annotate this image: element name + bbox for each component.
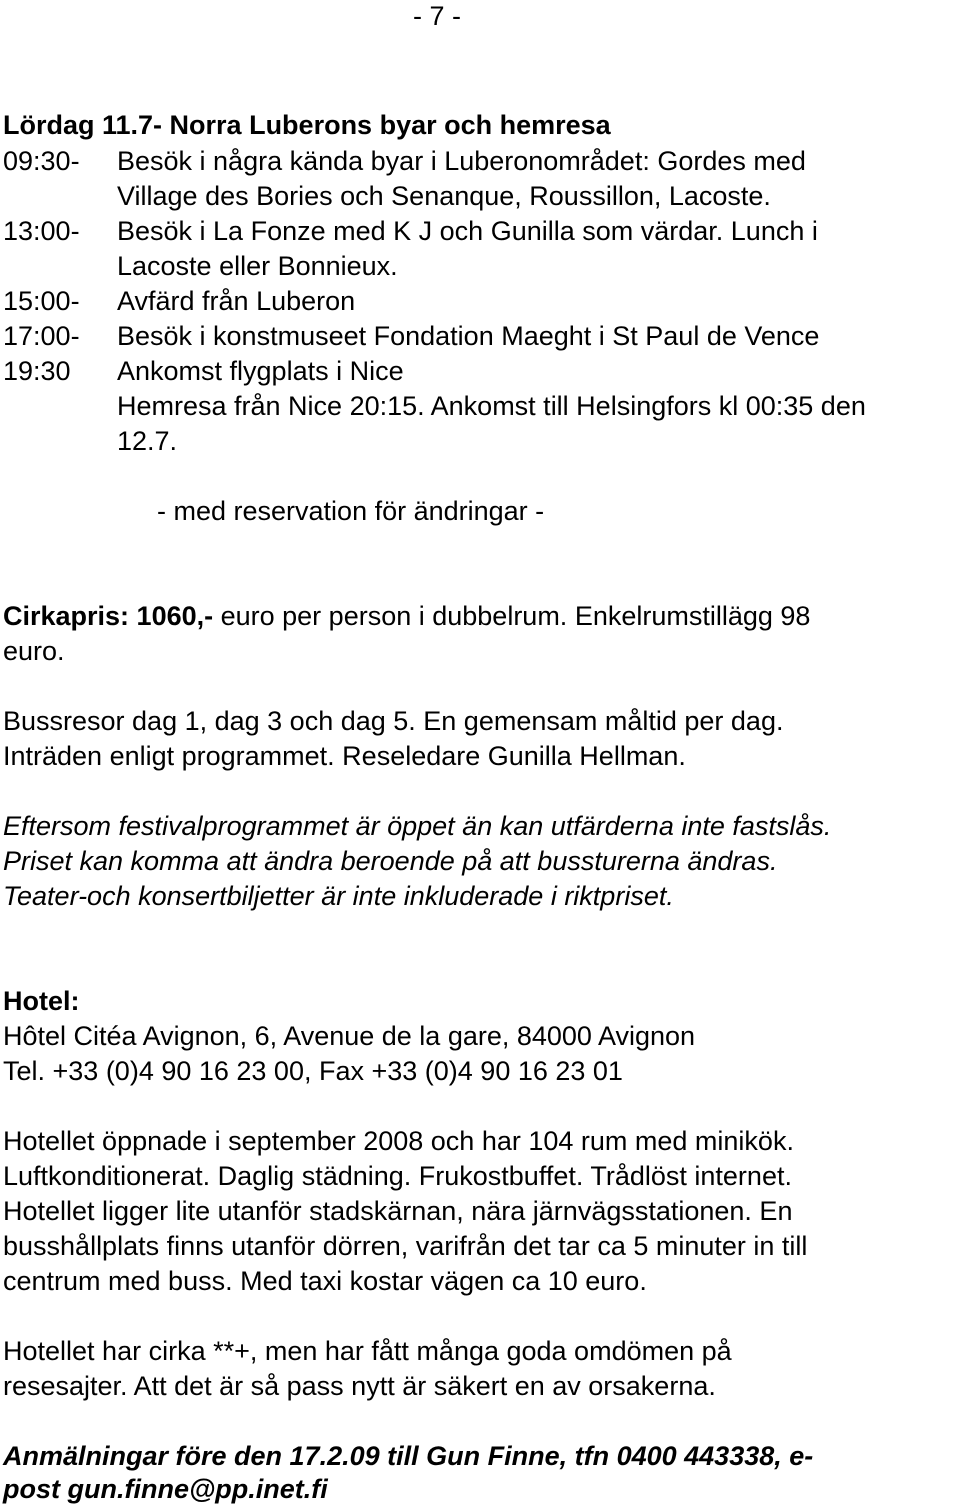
schedule-desc-2a: Besök i La Fonze med K J och Gunilla som värdar. Lunch i (117, 216, 818, 246)
schedule-desc-5a: Ankomst flygplats i Nice (117, 356, 404, 386)
price-label: Cirkapris: 1060,- (3, 601, 214, 631)
schedule-time-5: 19:30 (3, 356, 71, 386)
schedule-desc-3a: Avfärd från Luberon (117, 286, 356, 316)
note-line-2: Priset kan komma att ändra beroende på att bussturerna ändras. (3, 846, 778, 876)
registration-line-2: post gun.finne@pp.inet.fi (3, 1474, 328, 1504)
hotel-desc-3: Hotellet ligger lite utanför stadskärnan, nära järnvägsstationen. En (3, 1196, 793, 1226)
note-line-3: Teater-och konsertbiljetter är inte inkluderade i riktpriset. (3, 881, 674, 911)
schedule-desc-1b: Village des Bories och Senanque, Roussillon, Lacoste. (117, 181, 771, 211)
price-line (3, 603, 810, 630)
price-text: euro per person i dubbelrum. Enkelrumstillägg 98 (213, 601, 811, 631)
schedule-desc-5b: Hemresa från Nice 20:15. Ankomst till Helsingfors kl 00:35 den (117, 391, 866, 421)
reservation-note: - med reservation för ändringar - (157, 496, 545, 526)
hotel-rating-1: Hotellet har cirka **+, men har fått många goda omdömen på (3, 1336, 732, 1366)
page-number: - 7 - (413, 1, 462, 31)
day-heading: Lördag 11.7- Norra Luberons byar och hemresa (3, 110, 611, 140)
schedule-time-4: 17:00- (3, 321, 80, 351)
schedule-desc-5c: 12.7. (117, 426, 178, 456)
schedule-desc-1a: Besök i några kända byar i Luberonområdet: Gordes med (117, 146, 806, 176)
included-line-1: Bussresor dag 1, dag 3 och dag 5. En gemensam måltid per dag. (3, 706, 784, 736)
schedule-desc-2b: Lacoste eller Bonnieux. (117, 251, 398, 281)
schedule-time-1: 09:30- (3, 146, 80, 176)
hotel-address: Hôtel Citéa Avignon, 6, Avenue de la gare, 84000 Avignon (3, 1021, 696, 1051)
registration-line-1: Anmälningar före den 17.2.09 till Gun Finne, tfn 0400 443338, e- (3, 1441, 814, 1471)
hotel-heading: Hotel: (3, 986, 80, 1016)
hotel-phone: Tel. +33 (0)4 90 16 23 00, Fax +33 (0)4 90 16 23 01 (3, 1056, 623, 1086)
hotel-desc-4: busshållplats finns utanför dörren, varifrån det tar ca 5 minuter in till (3, 1231, 808, 1261)
schedule-time-2: 13:00- (3, 216, 80, 246)
hotel-desc-5: centrum med buss. Med taxi kostar vägen ca 10 euro. (3, 1266, 647, 1296)
hotel-desc-1: Hotellet öppnade i september 2008 och har 104 rum med minikök. (3, 1126, 794, 1156)
price-line-2: euro. (3, 636, 65, 666)
schedule-desc-4a: Besök i konstmuseet Fondation Maeght i St Paul de Vence (117, 321, 820, 351)
schedule-time-3: 15:00- (3, 286, 80, 316)
note-line-1: Eftersom festivalprogrammet är öppet än kan utfärderna inte fastslås. (3, 811, 832, 841)
included-line-2: Inträden enligt programmet. Reseledare Gunilla Hellman. (3, 741, 686, 771)
hotel-desc-2: Luftkonditionerat. Daglig städning. Frukostbuffet. Trådlöst internet. (3, 1161, 792, 1191)
hotel-rating-2: resesajter. Att det är så pass nytt är säkert en av orsakerna. (3, 1371, 716, 1401)
